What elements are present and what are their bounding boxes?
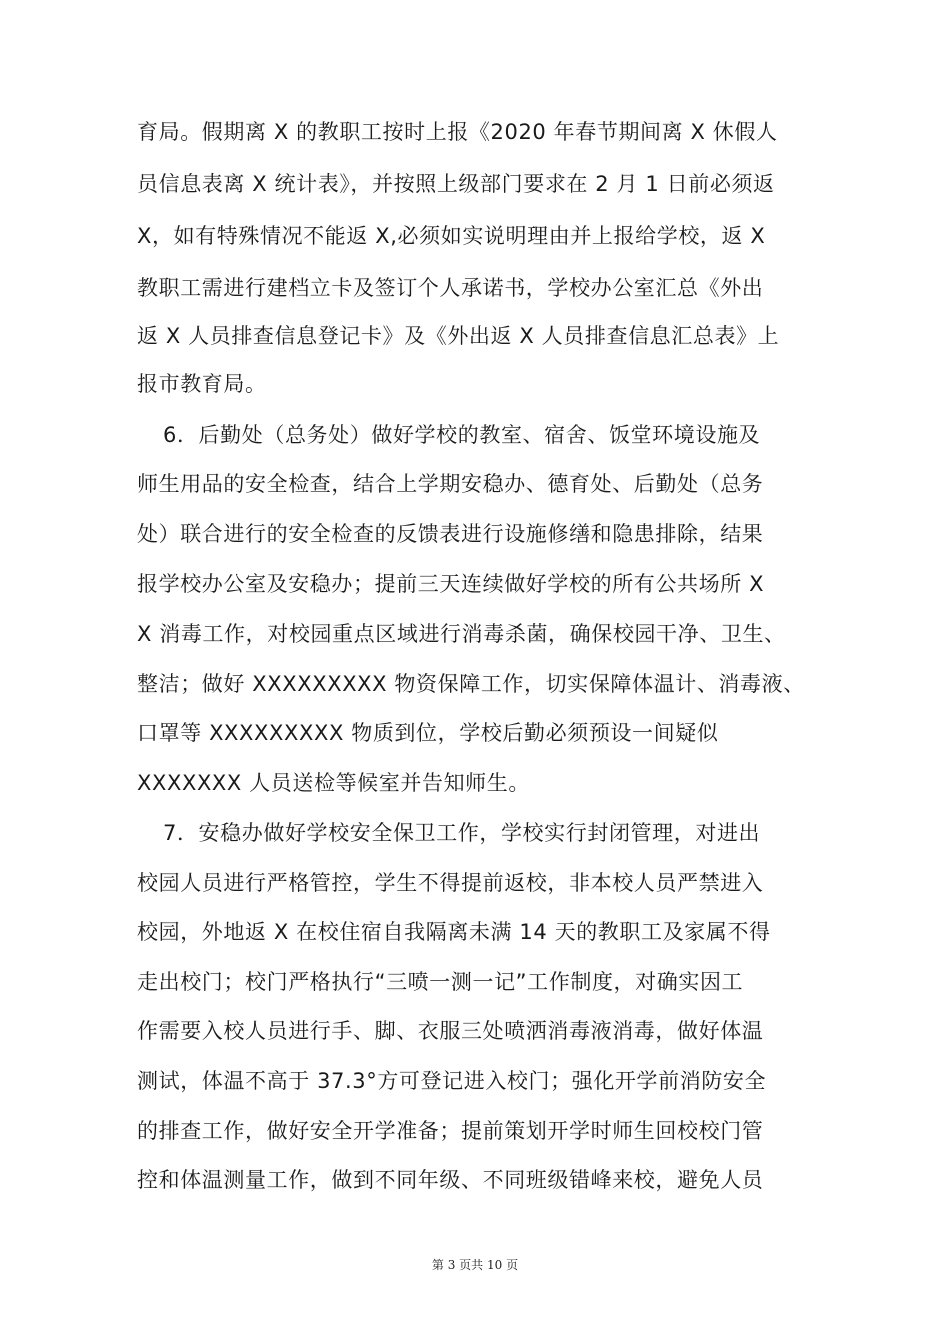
text-line: 员信息表离 X 统计表》，并按照上级部门要求在 2 月 1 日前必须返	[137, 172, 775, 196]
text-line: 作需要入校人员进行手、脚、衣服三处喷洒消毒液消毒，做好体温	[137, 1019, 764, 1043]
text-line: 校园，外地返 X 在校住宿自我隔离未满 14 天的教职工及家属不得	[137, 920, 771, 944]
text-line: 整洁；做好 XXXXXXXXX 物资保障工作，切实保障体温计、消毒液、	[137, 672, 805, 696]
text-line: XXXXXXX 人员送检等候室并告知师生。	[137, 771, 530, 795]
text-line: X 消毒工作，对校园重点区域进行消毒杀菌，确保校园干净、卫生、	[137, 622, 786, 646]
text-line: 走出校门；校门严格执行“三喷一测一记”工作制度，对确实因工	[137, 970, 744, 994]
text-line: 报市教育局。	[137, 372, 267, 396]
text-line: 口罩等 XXXXXXXXX 物质到位，学校后勤必须预设一间疑似	[137, 721, 719, 745]
text-line: 的排查工作，做好安全开学准备；提前策划开学时师生回校校门管	[137, 1119, 764, 1143]
text-line: 返 X 人员排查信息登记卡》及《外出返 X 人员排查信息汇总表》上	[137, 324, 780, 348]
text-line: 校园人员进行严格管控，学生不得提前返校，非本校人员严禁进入	[137, 871, 764, 895]
text-line: 处）联合进行的安全检查的反馈表进行设施修缮和隐患排除，结果	[137, 522, 764, 546]
text-line: 6．后勤处（总务处）做好学校的教室、宿舍、饭堂环境设施及	[163, 423, 761, 447]
text-line: 7．安稳办做好学校安全保卫工作，学校实行封闭管理，对进出	[163, 821, 761, 845]
text-line: 师生用品的安全检查，结合上学期安稳办、德育处、后勤处（总务	[137, 472, 764, 496]
text-line: X，如有特殊情况不能返 X,必须如实说明理由并上报给学校，返 X	[137, 224, 766, 248]
text-line: 教职工需进行建档立卡及签订个人承诺书，学校办公室汇总《外出	[137, 276, 764, 300]
page-number-footer: 第 3 页共 10 页	[431, 1258, 519, 1272]
text-line: 报学校办公室及安稳办；提前三天连续做好学校的所有公共场所 X	[137, 572, 765, 596]
text-line: 育局。假期离 X 的教职工按时上报《2020 年春节期间离 X 休假人	[137, 120, 778, 144]
text-line: 测试，体温不高于 37.3°方可登记进入校门；强化开学前消防安全	[137, 1069, 767, 1093]
text-line: 控和体温测量工作，做到不同年级、不同班级错峰来校，避免人员	[137, 1168, 764, 1192]
